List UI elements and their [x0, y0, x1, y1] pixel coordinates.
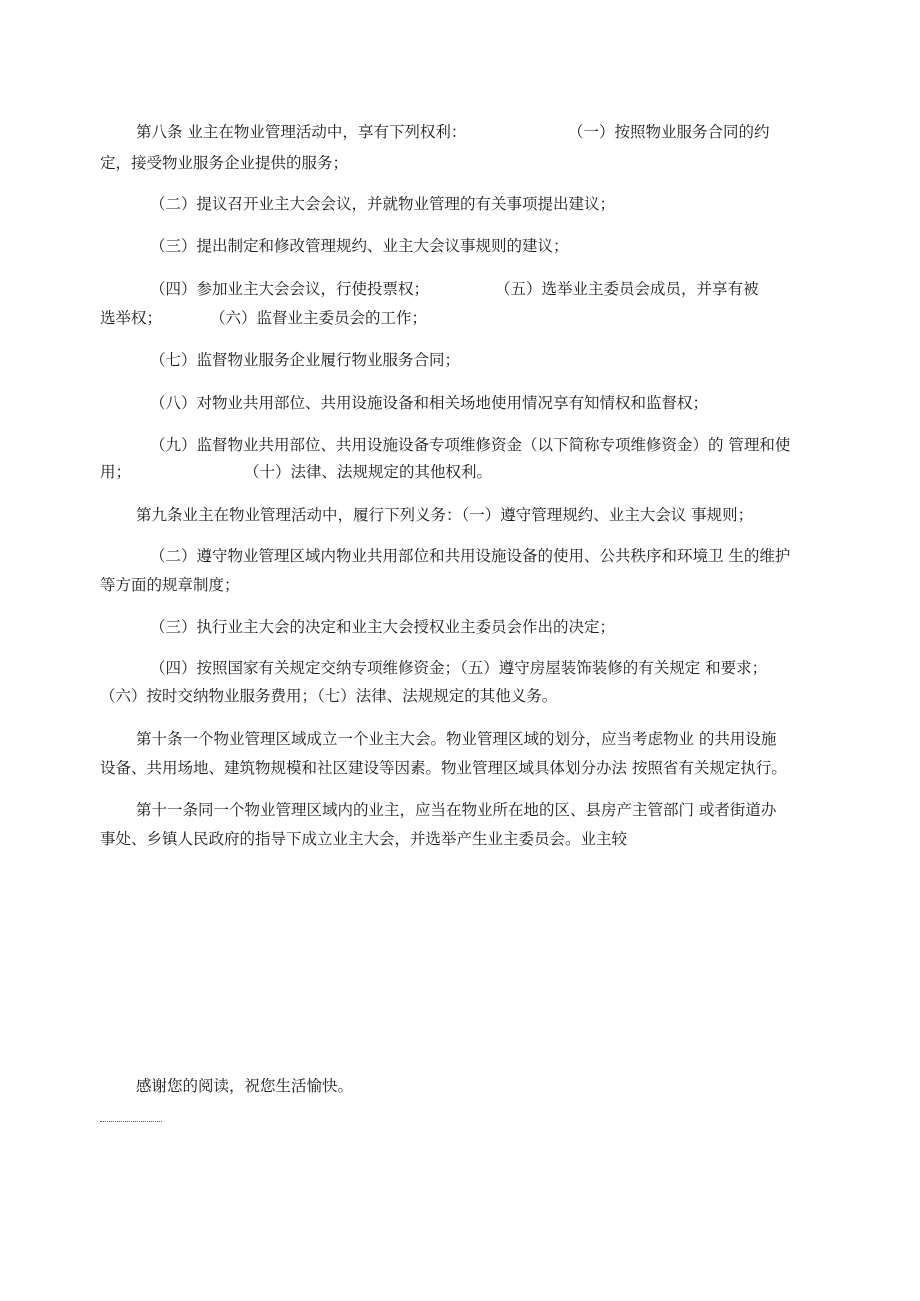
article-8-item-7: （七）监督物业服务企业履行物业服务合同； [150, 351, 461, 369]
article-9-item-2: （二）遵守物业管理区域内物业共用部位和共用设施设备的使用、公共秩序和环境卫 生的维护 [150, 547, 791, 565]
article-10-line-2: 设备、共用场地、建筑物规模和社区建设等因素。物业管理区域具体划分办法 按照省有关规定执行。 [100, 759, 787, 777]
article-8-item-8: （八）对物业共用部位、共用设施设备和相关场地使用情况享有知情权和监督权； [150, 394, 709, 412]
article-10-line-1: 第十条一个物业管理区域成立一个业主大会。物业管理区域的划分，应当考虑物业 的共用设施 [136, 730, 777, 748]
article-8-item-5-line [0, 308, 920, 328]
footer-divider [100, 1121, 162, 1122]
article-8-item-10: （十）法律、法规规定的其他权利。 [244, 463, 493, 481]
article-9-line-1: 第九条业主在物业管理活动中，履行下列义务：（一）遵守管理规约、业主大会议 事规则； [136, 506, 754, 524]
article-11-line-2: 事处、乡镇人民政府的指导下成立业主大会，并选举产生业主委员会。业主较 [100, 830, 628, 848]
article-8-item-1-start: （一）按照物业服务合同的约 [568, 123, 770, 141]
article-9-item-3: （三）执行业主大会的决定和业主大会授权业主委员会作出的决定； [150, 618, 616, 636]
article-8-line-2: 定，接受物业服务企业提供的服务； [100, 154, 349, 172]
article-9-item-4: （四）按照国家有关规定交纳专项维修资金；（五）遵守房屋装饰装修的有关规定 和要求； [150, 659, 768, 677]
article-8-item-9-cont [0, 462, 920, 482]
article-11-line-1: 第十一条同一个物业管理区域内的业主，应当在物业所在地的区、县房产主管部门 或者街道办 [136, 801, 777, 819]
article-8-item-4-line [0, 279, 920, 299]
article-8-item-4: （四）参加业主大会会议，行使投票权； [150, 280, 430, 298]
closing-text: 感谢您的阅读，祝您生活愉快。 [136, 1077, 354, 1095]
article-8-item-5-end: 选举权； [100, 309, 163, 327]
article-8-item-9: （九）监督物业共用部位、共用设施设备专项维修资金（以下简称专项维修资金）的 管理和使 [150, 436, 791, 454]
article-8-item-5-start: （五）选举业主委员会成员，并享有被 [495, 280, 759, 298]
article-8-heading: 第八条 业主在物业管理活动中，享有下列权利： [136, 123, 467, 141]
article-9-item-2-cont: 等方面的规章制度； [100, 576, 240, 594]
article-8-item-2: （二）提议召开业主大会会议，并就物业管理的有关事项提出建议； [150, 195, 616, 213]
article-8-line-1 [0, 122, 920, 142]
article-8-item-6: （六）监督业主委员会的工作； [210, 309, 428, 327]
article-9-item-6: （六）按时交纳物业服务费用；（七）法律、法规规定的其他义务。 [100, 687, 558, 705]
article-8-item-9-end: 用； [100, 463, 132, 481]
article-8-item-3: （三）提出制定和修改管理规约、业主大会议事规则的建议； [150, 237, 569, 255]
